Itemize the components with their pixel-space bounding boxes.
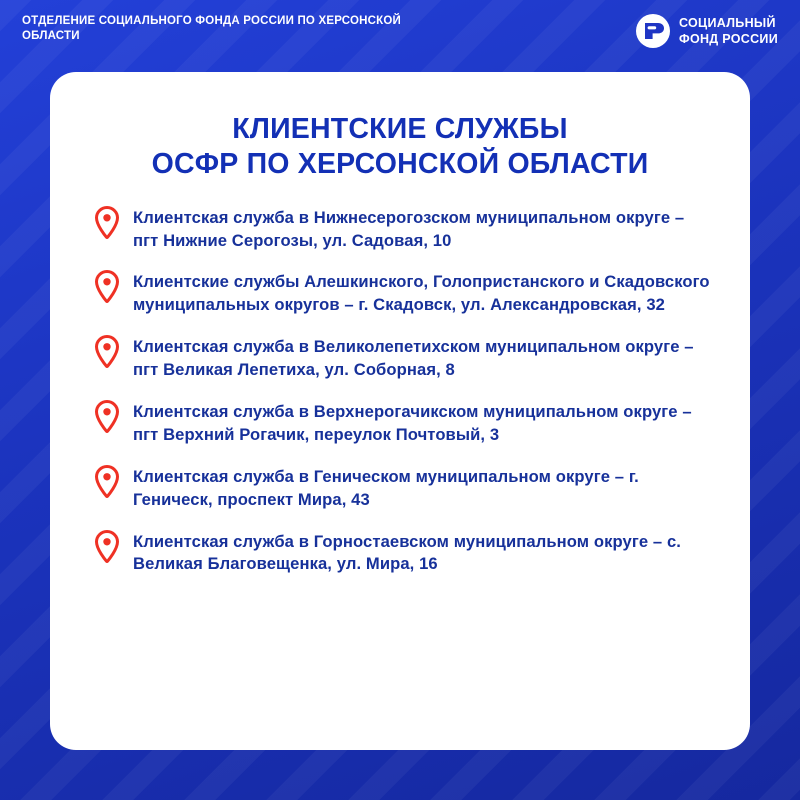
map-pin-icon — [94, 530, 120, 564]
list-item — [94, 205, 712, 253]
list-item — [94, 334, 712, 382]
brand-text — [679, 15, 778, 48]
map-pin-icon — [94, 270, 120, 304]
list-item — [94, 269, 712, 317]
list-item-text: Клиентская служба в Геническом муниципальном округе – г. Геническ, проспект Мира, 43 — [133, 466, 639, 509]
list-item-text: Клиентская служба в Нижнесерогозском муниципальном округе – пгт Нижние Серогозы, ул. Садовая, 10 — [133, 207, 685, 250]
page-title — [88, 112, 712, 183]
map-pin-icon — [94, 335, 120, 369]
brand-line-2: ФОНД РОССИИ — [678, 32, 778, 46]
office-list — [88, 205, 712, 577]
list-item — [94, 529, 712, 577]
map-pin-icon — [94, 206, 120, 240]
list-item — [94, 464, 712, 512]
list-item-text: Клиентская служба в Горностаевском муниципальном округе – с. Великая Благовещенка, ул. Мира, 16 — [133, 531, 681, 574]
page-title-line-2: ОСФР ПО ХЕРСОНСКОЙ ОБЛАСТИ — [151, 148, 649, 181]
page-title-line-1: КЛИЕНТСКИЕ СЛУЖБЫ — [232, 113, 568, 145]
map-pin-icon — [94, 465, 120, 499]
content-card — [50, 72, 750, 750]
poster-header — [0, 0, 800, 68]
brand-line-1: СОЦИАЛЬНЫЙ — [678, 15, 776, 30]
list-item-text: Клиентская служба в Великолепетихском муниципальном округе – пгт Великая Лепетиха, ул. Соборная, 8 — [133, 337, 694, 380]
organization-title: ОТДЕЛЕНИЕ СОЦИАЛЬНОГО ФОНДА РОССИИ ПО ХЕРСОНСКОЙ ОБЛАСТИ — [22, 15, 401, 43]
list-item — [94, 399, 712, 447]
map-pin-icon — [94, 400, 120, 434]
list-item-text: Клиентская служба в Верхнерогачикском муниципальном округе – пгт Верхний Рогачик, переулок Почтовый, 3 — [133, 402, 692, 444]
list-item-text: Клиентские службы Алешкинского, Голопристанского и Скадовского муниципальных округов – г. Скадовск, ул. Александровская, 32 — [133, 272, 710, 315]
brand-lockup — [636, 14, 778, 48]
sfr-logo-icon — [636, 14, 670, 48]
